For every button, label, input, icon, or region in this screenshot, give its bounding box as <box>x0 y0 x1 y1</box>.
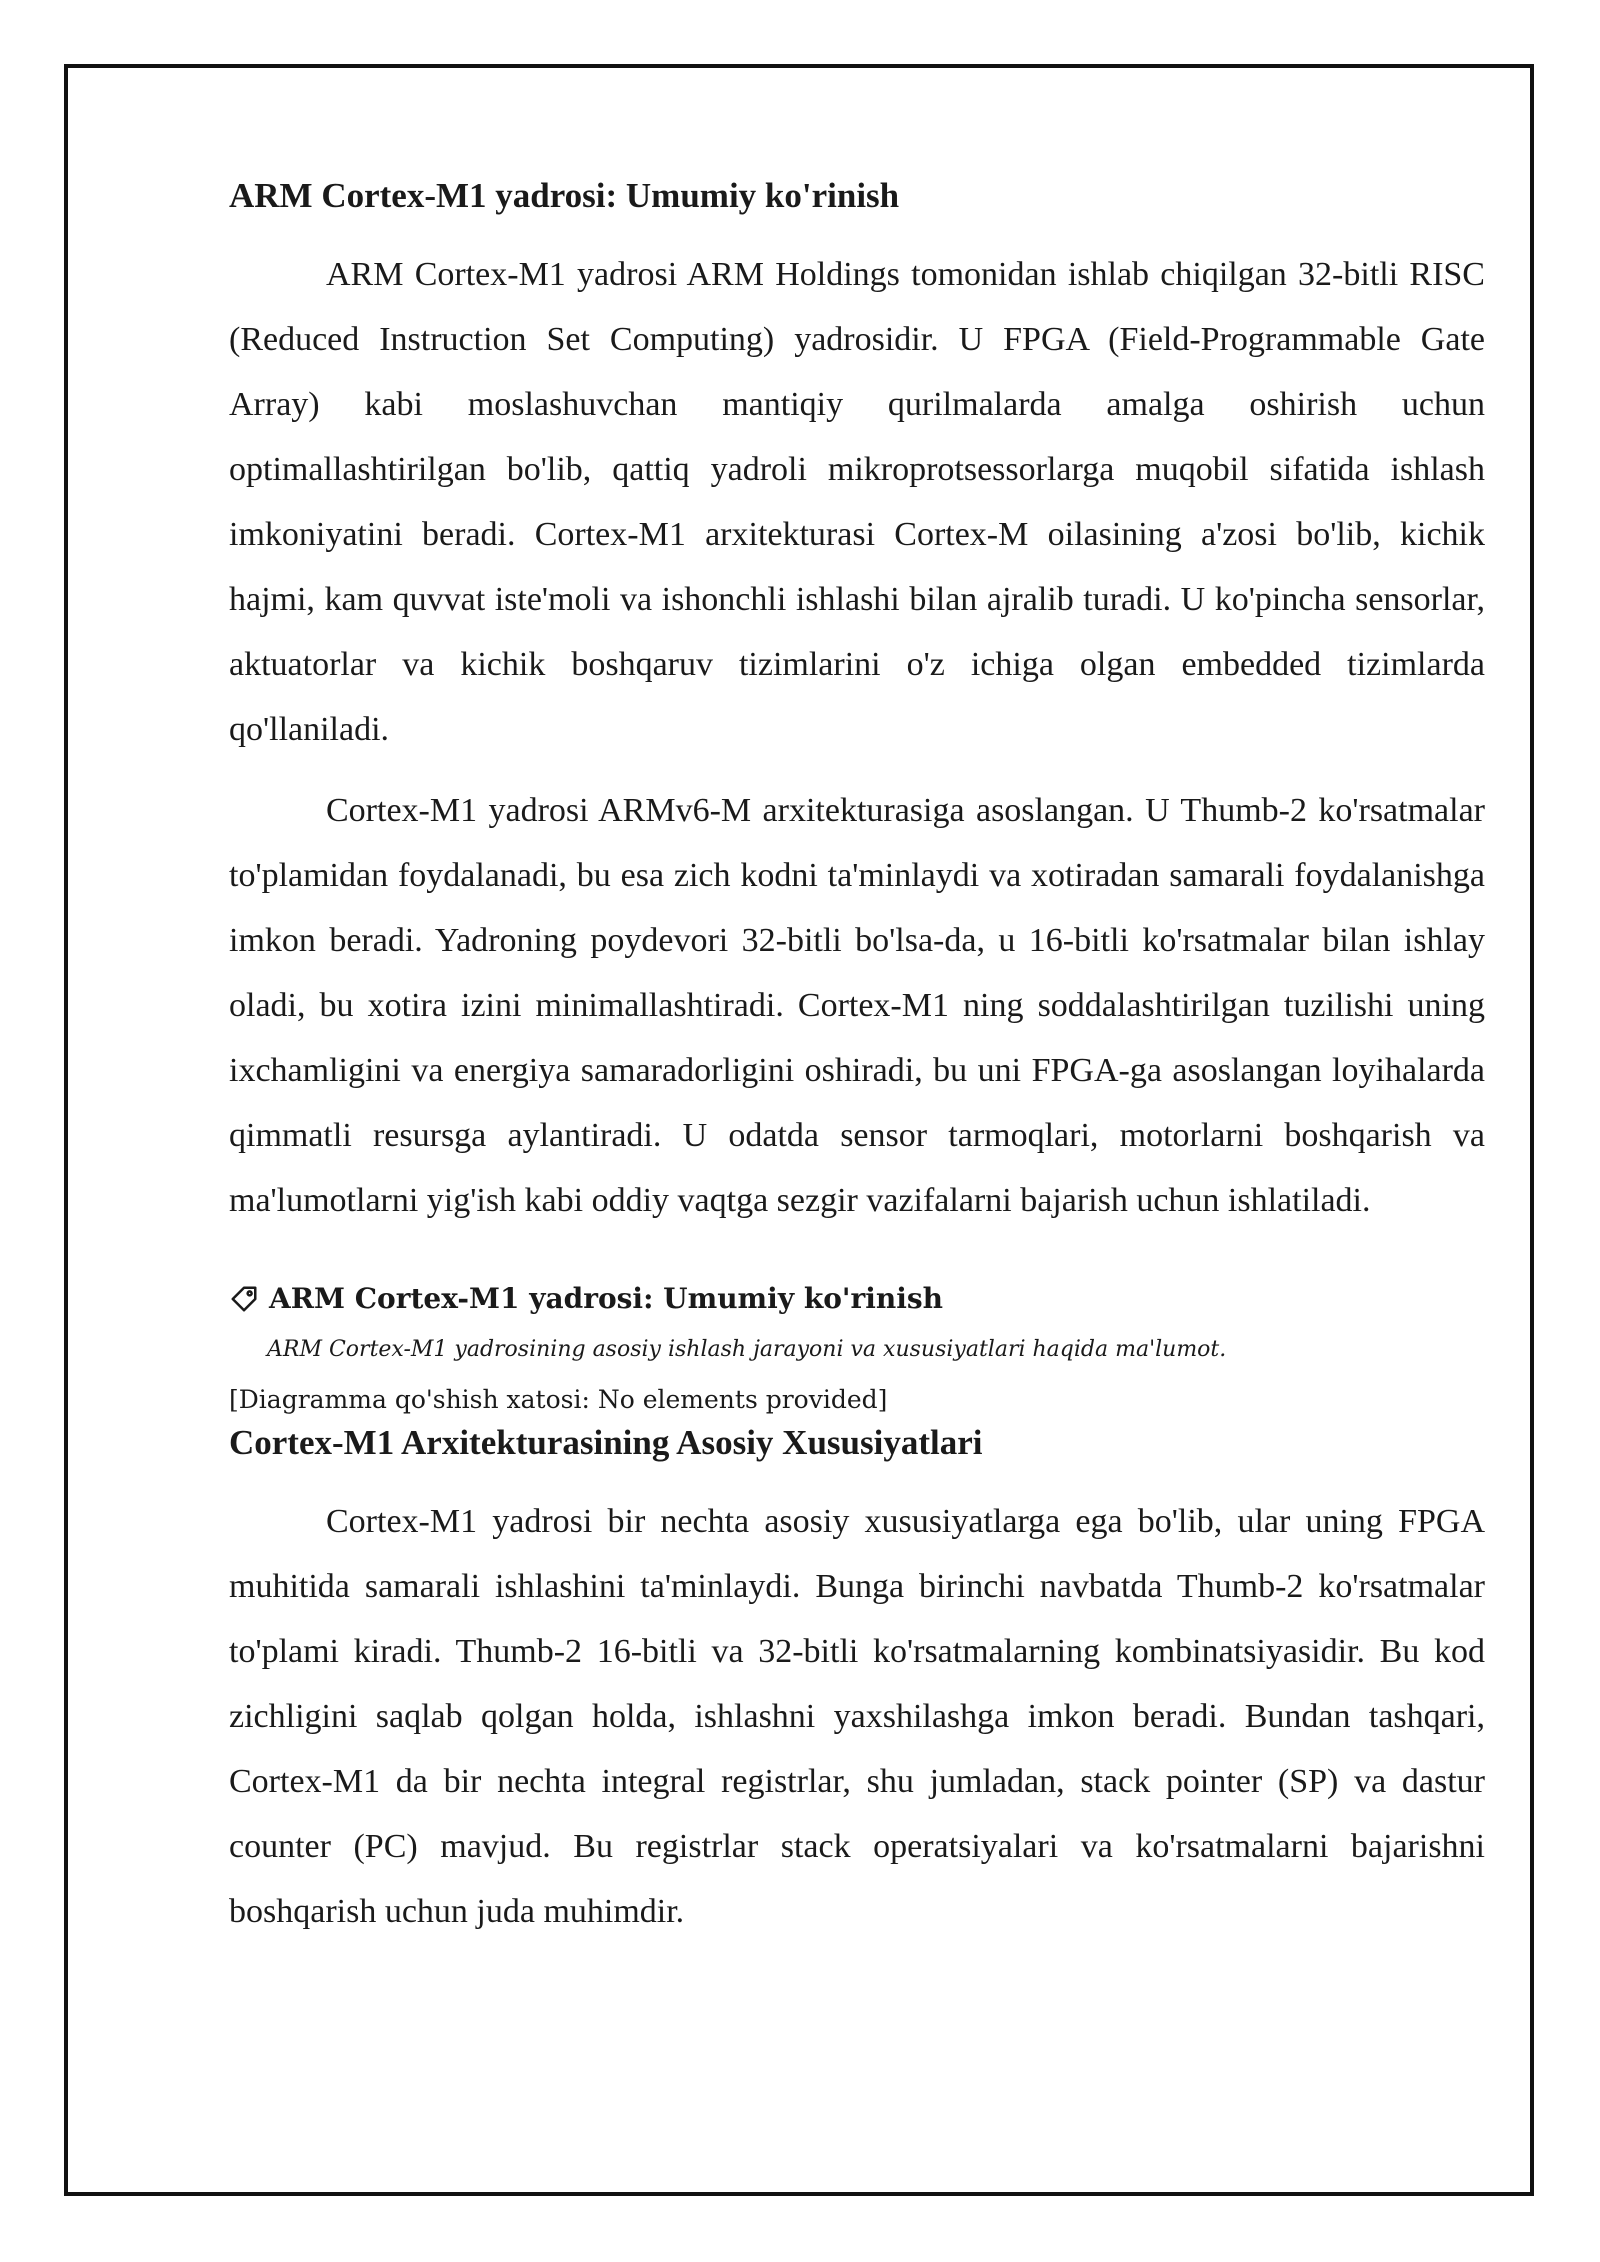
body-paragraph: Cortex-M1 yadrosi bir nechta asosiy xususiyatlarga ega bo'lib, ular uning FPGA muhitida samarali ishlashini ta'minlaydi. Bunga birinchi navbatda Thumb-2 ko'rsatmalar to'plami kiradi. Thumb-2 16-bitli va 32-bitli ko'rsatmalarning kombinatsiyasidir. Bu kod zichligini saqlab qolgan holda, ishlashni yaxshilashga imkon beradi. Bundan tashqari, Cortex-M1 da bir nechta integral registrlar, shu jumladan, stack pointer (SP) va dastur counter (PC) mavjud. Bu registrlar stack operatsiyalari va ko'rsatmalarni bajarishni boshqarish uchun juda muhimdir. <box>229 1503 1485 1930</box>
figure-caption: ARM Cortex-M1 yadrosining asosiy ishlash jarayoni va xususiyatlari haqida ma'lumot. <box>267 1337 1227 1362</box>
body-paragraph: ARM Cortex-M1 yadrosi ARM Holdings tomonidan ishlab chiqilgan 32-bitli RISC (Reduced Instruction Set Computing) yadrosidir. U FPGA (Field-Programmable Gate Array) kabi moslashuvchan mantiqiy qurilmalarda amalga oshirish uchun optimallashtirilgan bo'lib, qattiq yadroli mikroprotsessorlarga muqobil sifatida ishlash imkoniyatini beradi. Cortex-M1 arxitekturasi Cortex-M oilasining a'zosi bo'lib, kichik hajmi, kam quvvat iste'moli va ishonchli ishlashi bilan ajralib turadi. U ko'pincha sensorlar, aktuatorlar va kichik boshqaruv tizimlarini o'z ichiga olgan embedded tizimlarda qo'llaniladi. <box>229 256 1485 748</box>
figure-title-row <box>229 1279 1485 1319</box>
tag-icon <box>229 1284 259 1314</box>
body-paragraph: Cortex-M1 yadrosi ARMv6-M arxitekturasiga asoslangan. U Thumb-2 ko'rsatmalar to'plamidan foydalanadi, bu esa zich kodni ta'minlaydi va xotiradan samarali foydalanishga imkon beradi. Yadroning poydevori 32-bitli bo'lsa-da, u 16-bitli ko'rsatmalar bilan ishlay oladi, bu xotira izini minimallashtiradi. Cortex-M1 ning soddalashtirilgan tuzilishi uning ixchamligini va energiya samaradorligini oshiradi, bu uni FPGA-ga asoslangan loyihalarda qimmatli resursga aylantiradi. U odatda sensor tarmoqlari, motorlarni boshqarish va ma'lumotlarni yig'ish kabi oddiy vaqtga sezgir vazifalarni bajarish uchun ishlatiladi. <box>229 792 1485 1219</box>
section-heading-features: Cortex-M1 Arxitekturasining Asosiy Xususiyatlari <box>229 1423 983 1462</box>
section-heading-overview: ARM Cortex-M1 yadrosi: Umumiy ko'rinish <box>229 176 900 215</box>
figure-title: ARM Cortex-M1 yadrosi: Umumiy ko'rinish <box>269 1282 943 1315</box>
figure-block <box>229 1279 1485 1419</box>
document-body <box>229 172 1485 1944</box>
diagram-error-message: [Diagramma qo'shish xatosi: No elements provided] <box>229 1385 888 1414</box>
